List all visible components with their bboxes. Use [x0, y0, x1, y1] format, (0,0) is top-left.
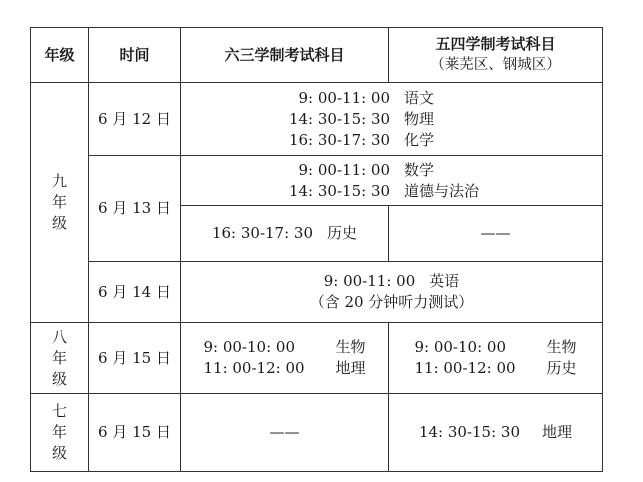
session-line: 9: 00-10: 00 生物 [203, 338, 366, 356]
grade-eight [31, 323, 89, 394]
date-jun15-g8: 6 月 15 日 [89, 323, 181, 394]
header-five-four-note: （莱芜区、钢城区） [430, 57, 561, 73]
header-grade: 年级 [31, 28, 89, 83]
grade-char: 八 [51, 327, 67, 346]
date-jun15-g7: 6 月 15 日 [89, 394, 181, 472]
header-five-four-title: 五四学制考试科目 [435, 35, 556, 53]
grade-char: 级 [51, 369, 67, 388]
row-grade7 [31, 394, 603, 472]
grade-char: 级 [51, 444, 67, 462]
session-line: 14: 30-15: 30 物理 [288, 109, 435, 128]
session-note: （含 20 分钟听力测试） [309, 293, 474, 311]
g7-five-four: 14: 30-15: 30 地理 [389, 394, 603, 472]
g8-five-four [389, 323, 603, 394]
session-line: 9: 00-11: 00 英语 [323, 272, 460, 290]
date-jun13: 6 月 13 日 [89, 156, 181, 262]
grade-nine [31, 83, 89, 323]
date-jun12: 6 月 12 日 [89, 83, 181, 156]
header-row [31, 28, 603, 83]
header-time: 时间 [89, 28, 181, 83]
jun14-subjects [181, 262, 603, 323]
grade-char: 九 [51, 172, 67, 190]
row-jun13-shared [31, 156, 603, 206]
grade-seven [31, 394, 89, 472]
row-grade8 [31, 323, 603, 394]
row-jun12 [31, 83, 603, 156]
jun13-five-four: —— [389, 206, 603, 262]
g7-six-three: —— [181, 394, 389, 472]
session-line: 14: 30-15: 30 道德与法治 [288, 181, 480, 200]
session-line: 9: 00-10: 00 生物 [414, 338, 577, 356]
grade-char: 年 [51, 193, 67, 211]
row-jun14 [31, 262, 603, 323]
session-line: 11: 00-12: 00 地理 [203, 359, 366, 377]
grade-char: 年 [51, 423, 67, 441]
jun13-six-three: 16: 30-17: 30 历史 [181, 206, 389, 262]
g8-six-three [181, 323, 389, 394]
header-five-four [389, 28, 603, 83]
session-line: 11: 00-12: 00 历史 [414, 359, 577, 377]
grade-char: 级 [51, 214, 67, 232]
grade-char: 七 [51, 402, 67, 420]
grade-char: 年 [51, 348, 67, 367]
jun13-shared-subjects [181, 156, 603, 206]
session-line: 16: 30-17: 30 化学 [288, 130, 435, 149]
session-line: 9: 00-11: 00 数学 [298, 160, 435, 179]
jun12-subjects [181, 83, 603, 156]
session-line: 9: 00-11: 00 语文 [298, 88, 435, 107]
date-jun14: 6 月 14 日 [89, 262, 181, 323]
header-six-three: 六三学制考试科目 [181, 28, 389, 83]
exam-schedule-table [30, 27, 603, 472]
